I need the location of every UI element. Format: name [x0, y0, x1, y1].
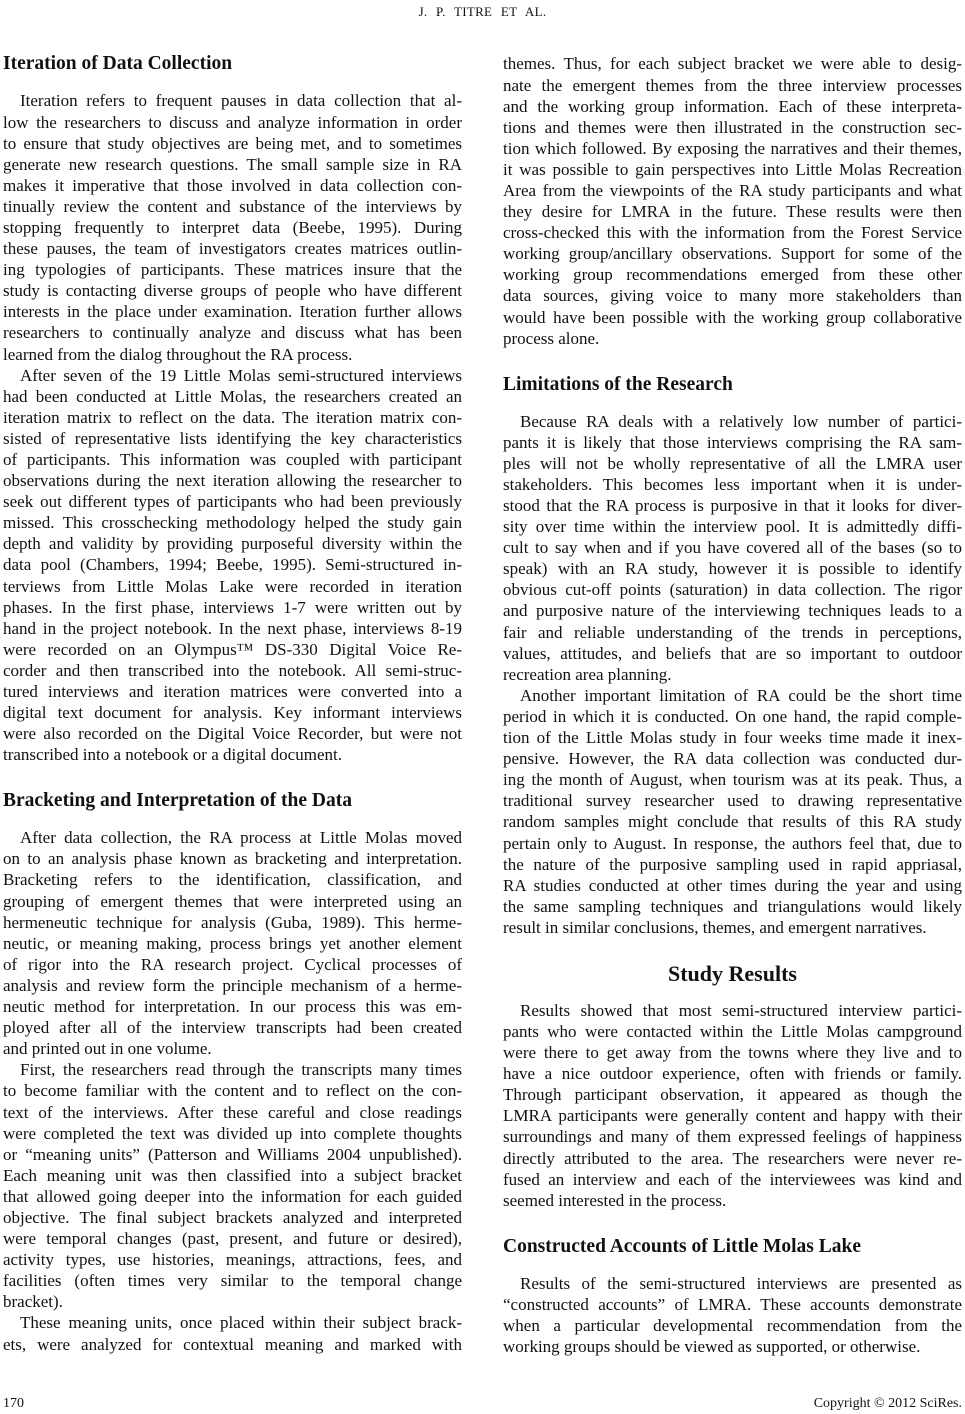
- text-line: obvious cut-off points (saturation) in data collection. The rigor: [503, 580, 962, 600]
- text-line: were also recorded on the Digital Voice Recorder, but were not: [3, 724, 462, 744]
- text-line: text of the interviews. After these careful and close readings: [3, 1102, 462, 1122]
- text-line: tion of the Little Molas study in four weeks time made it inex-: [503, 728, 962, 748]
- text-line: corder and then transcribed into the notebook. All semi-struc-: [3, 660, 462, 680]
- text-line: transcribed into a notebook or a digital document.: [3, 745, 342, 765]
- text-line: sity over time within the interview pool. It is admittedly diffi-: [503, 517, 962, 537]
- text-line: neutic method for interpretation. In our process this was em-: [3, 997, 462, 1017]
- text-line: had been conducted at Little Molas, the researchers created an: [3, 386, 462, 406]
- text-line: After data collection, the RA process at Little Molas moved: [20, 828, 462, 848]
- text-line: Bracketing refers to the identification, classification, and: [3, 870, 462, 890]
- section-heading: Study Results: [668, 960, 797, 986]
- text-line: tured interviews and iteration matrices were converted into a: [3, 682, 462, 702]
- text-line: values, attitudes, and beliefs that are so important to outdoor: [503, 643, 962, 663]
- text-line: that allowed going deeper into the information for each guided: [3, 1186, 462, 1206]
- text-line: it was possible to gain perspectives into Little Molas Recreation: [503, 159, 962, 179]
- text-line: the nature of the purposive sampling used in rapid appriasal,: [503, 854, 962, 874]
- paragraph: [503, 685, 962, 938]
- text-line: fair and reliable understanding of the trends in perceptions,: [503, 622, 962, 642]
- text-line: stakeholders. This becomes less important when it is under-: [503, 474, 962, 494]
- paragraph: [503, 1273, 962, 1357]
- text-line: study is contacting diverse groups of people who have different: [3, 281, 462, 301]
- text-line: result in similar conclusions, themes, and emergent narratives.: [503, 917, 927, 937]
- text-line: Each meaning unit was then classified into a subject bracket: [3, 1165, 462, 1185]
- text-line: have a nice outdoor experience, often with friends or family.: [503, 1064, 962, 1084]
- text-line: directly attributed to the area. The researchers were never re-: [503, 1148, 962, 1168]
- text-line: “constructed accounts” of LMRA. These accounts demonstrate: [503, 1294, 962, 1314]
- text-line: researchers to continually analyze and discuss what has been: [3, 323, 462, 343]
- text-line: were there to get away from the towns where they live and to: [503, 1043, 962, 1063]
- paragraph: [503, 411, 962, 685]
- text-line: RA studies conducted at other times during the year and using: [503, 875, 962, 895]
- text-line: hand in the project notebook. In the next phase, interviews 8-19: [3, 618, 462, 638]
- text-line: terviews from Little Molas Lake were recorded in iteration: [3, 576, 462, 596]
- text-line: ing the month of August, when tourism was at its peak. Thus, a: [503, 770, 962, 790]
- text-line: depth and validity by providing purposeful diversity within the: [3, 534, 462, 554]
- text-line: grouping of emergent themes that were interpreted using an: [3, 891, 462, 911]
- text-line: phases. In the first phase, interviews 1-7 were written out by: [3, 597, 462, 617]
- text-line: of participants. This information was coupled with participant: [3, 450, 462, 470]
- paragraph: [3, 1312, 462, 1354]
- text-line: Because RA deals with a relatively low number of partici-: [520, 411, 962, 431]
- text-line: learned from the dialog throughout the RA process.: [3, 344, 353, 364]
- text-line: After seven of the 19 Little Molas semi-structured interviews: [20, 365, 462, 385]
- text-line: iteration matrix to reflect on the data. The iteration matrix con-: [3, 407, 462, 427]
- text-line: analysis and review form the principle mechanism of a herme-: [3, 975, 462, 995]
- text-line: generate new research questions. The small sample size in RA: [3, 154, 462, 174]
- text-line: ployed after all of the interview transcripts had been created: [3, 1018, 462, 1038]
- text-line: Results of the semi-structured interviews are presented as: [520, 1273, 962, 1293]
- text-line: missed. This crosschecking methodology helped the study gain: [3, 513, 462, 533]
- text-line: sisted of representative lists identifying the key characteristics: [3, 428, 462, 448]
- subsection-heading: Iteration of Data Collection: [3, 53, 233, 75]
- text-line: fused an interview and each of the interviewees was kind and: [503, 1169, 962, 1189]
- text-line: Area from the viewpoints of the RA study participants and what: [503, 181, 962, 200]
- text-line: tions and themes were then illustrated in the construction sec-: [503, 117, 962, 137]
- paragraph: [503, 53, 962, 348]
- text-line: ples will not be wholly representative of all the LMRA user: [503, 453, 962, 473]
- paragraph: [3, 90, 462, 364]
- text-line: when a particular developmental recommendation from the: [503, 1315, 962, 1335]
- text-line: pertain only to August. In response, the authors feel that, due to: [503, 833, 962, 853]
- text-line: cult to say when and if you have covered all of the bases (so to: [503, 538, 962, 558]
- text-line: Iteration refers to frequent pauses in data collection that al-: [20, 91, 462, 111]
- text-line: working groups should be viewed as supported, or otherwise.: [503, 1336, 921, 1356]
- text-line: digital text document for analysis. Key informant interviews: [3, 703, 462, 723]
- text-line: surroundings and many of them expressed feelings of happiness: [503, 1127, 962, 1147]
- text-line: speak) with an RA study, however it is possible to identify: [503, 559, 962, 579]
- text-line: First, the researchers read through the transcripts many times: [20, 1060, 462, 1080]
- paragraph: [503, 1000, 962, 1211]
- text-line: and the working group information. Each of these interpreta-: [503, 96, 962, 116]
- text-line: tion which followed. By exposing the narratives and their themes,: [503, 138, 962, 158]
- text-line: low the researchers to discuss and analyze information in order: [3, 112, 462, 132]
- text-line: working group recommendations emerged from these other: [503, 265, 962, 285]
- text-line: stopping frequently to interpret data (Beebe, 1995). During: [3, 217, 462, 237]
- left-column: [3, 53, 462, 1354]
- subsection-heading: Bracketing and Interpretation of the Data: [3, 790, 352, 812]
- text-line: interests in the place under examination. Iteration further allows: [3, 302, 462, 322]
- text-line: process alone.: [503, 328, 600, 348]
- text-line: neutic, or meaning making, process brings yet another element: [3, 933, 462, 953]
- text-line: hermeneutic technique for analysis (Guba, 1989). This herme-: [3, 912, 462, 932]
- text-line: Results showed that most semi-structured interview partici-: [520, 1000, 962, 1020]
- paragraph: [3, 827, 462, 1059]
- text-line: traditional survey researcher used to drawing representative: [503, 791, 962, 811]
- text-line: seemed interested in the process.: [503, 1190, 727, 1210]
- text-line: facilities (often times very similar to the temporal change: [3, 1271, 462, 1291]
- text-line: Another important limitation of RA could be the short time: [520, 685, 962, 705]
- text-line: LMRA participants were generally content and happy with their: [503, 1106, 962, 1126]
- text-line: data sources, giving voice to many more stakeholders than: [503, 286, 962, 306]
- text-line: data pool (Chambers, 1994; Beebe, 1995). Semi-structured in-: [3, 555, 462, 575]
- text-line: pants it is likely that those interviews comprising the RA sam-: [503, 432, 962, 452]
- text-line: makes it imperative that those involved in data collection con-: [3, 175, 462, 195]
- text-line: observations during the next iteration allowing the researcher to: [3, 471, 462, 491]
- text-line: activity types, use histories, meanings, attractions, fees, and: [3, 1250, 462, 1270]
- text-line: were completed the text was divided up into complete thoughts: [3, 1123, 462, 1143]
- text-line: tinually review the content and substance of the interviews by: [3, 196, 462, 216]
- text-line: of rigor into the RA research project. Cyclical processes of: [3, 954, 462, 974]
- text-line: or “meaning units” (Patterson and Williams 2004 unpublished).: [3, 1144, 462, 1164]
- text-line: and purposive nature of the interviewing techniques leads to a: [503, 601, 962, 621]
- text-line: were recorded on an Olympus™ DS-330 Digital Voice Re-: [3, 639, 462, 659]
- text-line: These meaning units, once placed within their subject brack-: [20, 1313, 462, 1333]
- text-line: bracket).: [3, 1292, 63, 1312]
- text-line: ing typologies of participants. These matrices insure that the: [3, 260, 462, 280]
- paragraph: [3, 365, 462, 766]
- text-line: to become familiar with the content and to reflect on the con-: [3, 1081, 462, 1101]
- text-line: pensive. However, the RA data collection was conducted dur-: [503, 749, 962, 769]
- text-line: random samples might conclude that results of this RA study: [503, 812, 962, 832]
- text-line: to ensure that study objectives are being met, and to sometimes: [3, 133, 462, 153]
- text-line: working group/ancillary observations. Support for some of the: [503, 244, 962, 264]
- text-line: they desire for LMRA in the future. These results were then: [503, 202, 962, 222]
- text-line: themes. Thus, for each subject bracket we were able to desig-: [503, 54, 962, 74]
- text-line: were temporal changes (past, present, and future or desired),: [3, 1229, 462, 1249]
- text-line: period in which it is conducted. On one hand, the rapid comple-: [503, 706, 962, 726]
- text-line: the same sampling techniques and triangulations would likely: [503, 896, 962, 916]
- subsection-heading: Constructed Accounts of Little Molas Lake: [503, 1235, 862, 1257]
- text-line: nate the emergent themes from the three interview processes: [503, 75, 962, 95]
- text-line: cross-checked this with the information from the Forest Service: [503, 223, 962, 243]
- text-line: would have been possible with the working group collaborative: [503, 307, 962, 327]
- text-line: seek out different types of participants who had been previously: [3, 492, 462, 512]
- subsection-heading: Limitations of the Research: [503, 373, 733, 395]
- text-line: recreation area planning.: [503, 664, 672, 684]
- text-line: pants who were contacted within the Little Molas campground: [503, 1021, 962, 1041]
- text-line: stood that the RA process is purposive in that it looks for diver-: [503, 496, 962, 515]
- paragraph: [3, 1059, 462, 1312]
- text-line: these pauses, the team of investigators creates matrices outlin-: [3, 239, 462, 259]
- text-line: objective. The final subject brackets analyzed and interpreted: [3, 1207, 462, 1227]
- copyright-notice: Copyright © 2012 SciRes.: [813, 1396, 962, 1411]
- right-column: [503, 53, 962, 1357]
- running-head: J. P. TITRE ET AL.: [418, 4, 547, 19]
- page-number: 170: [3, 1396, 24, 1411]
- text-line: ets, were analyzed for contextual meaning and marked with: [3, 1334, 462, 1354]
- text-line: on to an analysis phase known as bracketing and interpretation.: [3, 849, 462, 869]
- text-line: Through participant observation, it appeared as though the: [503, 1085, 962, 1105]
- text-line: and printed out in one volume.: [3, 1039, 212, 1059]
